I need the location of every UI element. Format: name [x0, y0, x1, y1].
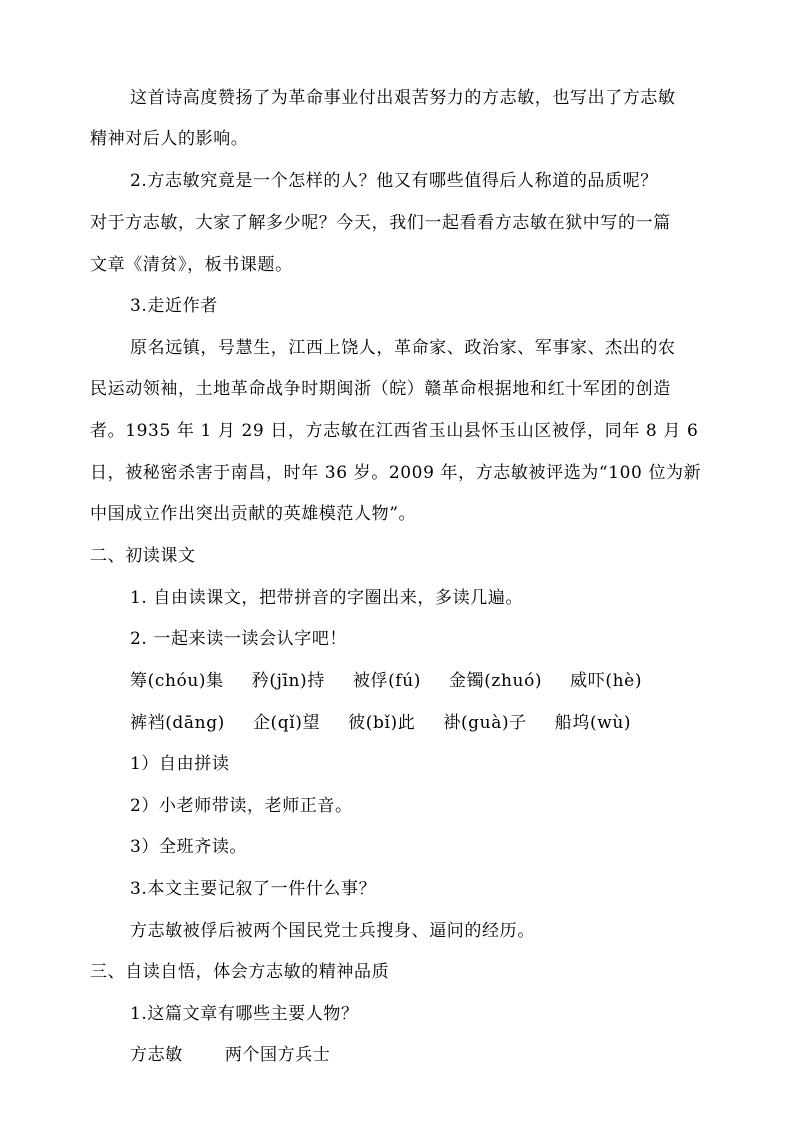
people-list [130, 1043, 760, 1067]
intro-line-1: 这首诗高度赞扬了为革命事业付出艰苦努力的方志敏，也写出了方志敏 [130, 88, 676, 108]
question-2-line-3: 文章《清贫》，板书课题。 [90, 255, 293, 275]
author-heading: 3.走近作者 [130, 296, 218, 316]
section-2-sub-3: 3）全班齐读。 [130, 837, 248, 857]
pinyin-row-2 [130, 711, 760, 735]
section-2-sub-1: 1）自由拼读 [130, 754, 230, 774]
section-3-item-1: 1.这篇文章有哪些主要人物？ [130, 1004, 359, 1024]
section-2-heading: 二、初读课文 [90, 546, 196, 566]
pinyin-word: 船坞(wù) [554, 713, 632, 733]
pinyin-word: 威吓(hè) [570, 671, 643, 691]
section-2-item-2: 2. 一起来读一读会认字吧！ [130, 629, 348, 649]
pinyin-word: 褂(guà)子 [443, 713, 527, 733]
pinyin-word: 矜(jīn)持 [251, 671, 325, 691]
intro-line-2: 精神对后人的影响。 [90, 129, 249, 149]
question-2-line-2: 对于方志敏，大家了解多少呢？今天，我们一起看看方志敏在狱中写的一篇 [90, 213, 671, 233]
person-name: 两个国方兵士 [224, 1045, 331, 1065]
author-line-3: 者。1935 年 1 月 29 日，方志敏在江西省玉山县怀玉山区被俘，同年 8 月 6 [90, 421, 699, 441]
pinyin-word: 裤裆(dāng) [130, 713, 225, 733]
pinyin-row-1 [130, 669, 760, 693]
pinyin-word: 企(qǐ)望 [252, 713, 321, 733]
person-name: 方志敏 [130, 1045, 183, 1065]
section-2-item-1: 1. 自由读课文，把带拼音的字圈出来，多读几遍。 [130, 588, 524, 608]
pinyin-word: 彼(bǐ)此 [348, 713, 416, 733]
question-2-line-1: 2.方志敏究竟是一个怎样的人？他又有哪些值得后人称道的品质呢？ [130, 171, 658, 191]
pinyin-word: 金镯(zhuó) [449, 671, 543, 691]
author-line-4: 日，被秘密杀害于南昌，时年 36 岁。2009 年，方志敏被评选为“100 位为新 [90, 463, 702, 483]
section-2-item-3: 3.本文主要记叙了一件什么事？ [130, 879, 377, 899]
section-2-sub-2: 2）小老师带读，老师正音。 [130, 796, 353, 816]
author-line-1: 原名远镇，号慧生，江西上饶人，革命家、政治家、军事家、杰出的农 [130, 338, 676, 358]
section-3-heading: 三、自读自悟，体会方志敏的精神品质 [90, 962, 390, 982]
section-2-answer-3: 方志敏被俘后被两个国民党士兵搜身、逼问的经历。 [130, 921, 535, 941]
pinyin-word: 筹(chóu)集 [130, 671, 224, 691]
pinyin-word: 被俘(fú) [352, 671, 421, 691]
author-line-5: 中国成立作出突出贡献的英雄模范人物”。 [90, 504, 417, 524]
author-line-2: 民运动领袖，土地革命战争时期闽浙（皖）赣革命根据地和红十军团的创造 [90, 379, 671, 399]
